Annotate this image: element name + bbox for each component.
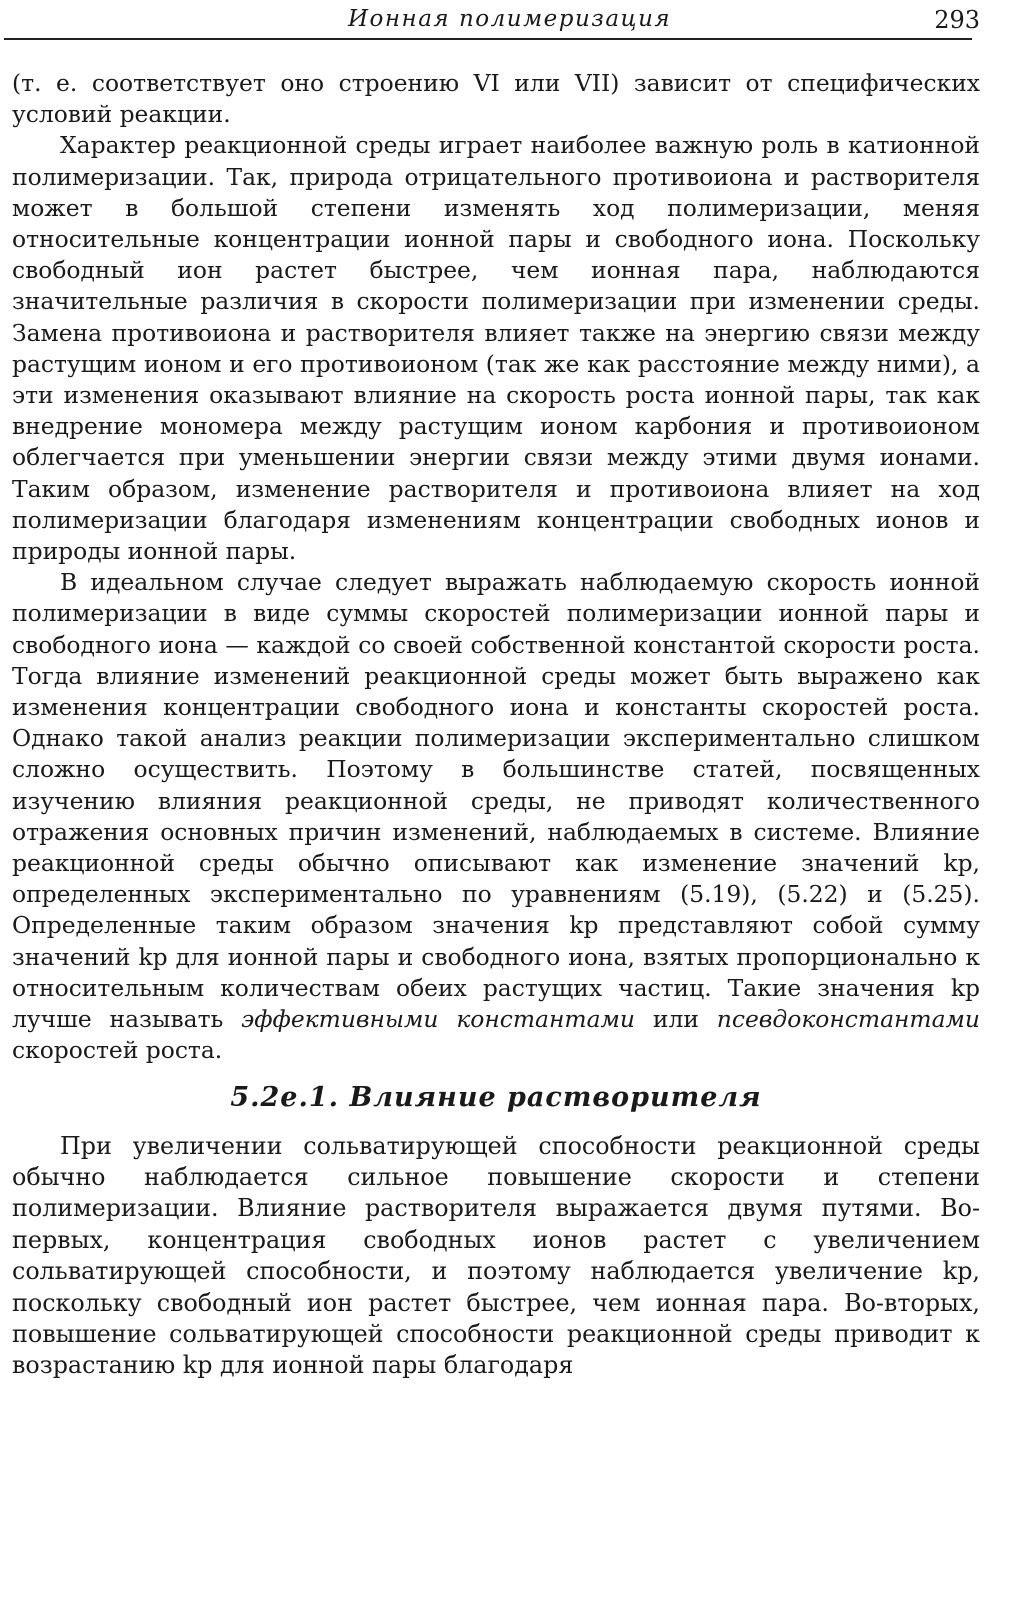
running-title: Ионная полимеризация: [348, 6, 672, 32]
paragraph-ideal-case-end: скоростей роста.: [12, 1036, 223, 1065]
term-effective-constants: эффективными константами: [241, 1005, 635, 1034]
paragraph-ideal-case-text: В идеальном случае следует выражать наблюдаемую скорость ионной полимеризации в виде суммы скоростей полимеризации ионной пары и свободного иона — каждой со своей собственной константой скорости роста. Тогда влияние изменений реакционной среды может быть выражено как изменения концентрации свободного иона и константы скоростей роста. Однако такой анализ реакции полимеризации экспериментально слишком сложно осуществить. Поэтому в большинстве статей, посвященных изучению влияния реакционной среды, не приводят количественного отражения основных причин изменений, наблюдаемых в системе. Влияние реакционной среды обычно описывают как изменение значений kp, определенных экспериментально по уравнениям (5.19), (5.22) и (5.25). Определенные таким образом значения kp представляют собой сумму значений kp для ионной пары и свободного иона, взятых пропорционально к относительным количествам обеих растущих частиц. Такие значения kp лучше называть: [12, 568, 980, 1034]
section-heading: 5.2е.1. Влияние растворителя: [230, 1081, 762, 1113]
term-pseudoconstants: псевдоконстантами: [716, 1005, 980, 1034]
page-number: 293: [934, 6, 980, 34]
header-rule: [4, 38, 972, 40]
paragraph-reaction-medium: Характер реакционной среды играет наиболее важную роль в катионной полимеризации. Так, природа отрицательного противоиона и растворителя может в большой степени изменять ход полимеризации, меняя относительные концентрации ионной пары и свободного иона. Поскольку свободный ион растет быстрее, чем ионная пара, наблюдаются значительные различия в скорости полимеризации при изменении среды. Замена противоиона и растворителя влияет также на энергию связи между растущим ионом и его противоионом (так же как расстояние между ними), а эти изменения оказывают влияние на скорость роста ионной пары, так как внедрение мономера между растущим ионом карбония и противоионом облегчается при уменьшении энергии связи между этими двумя ионами. Таким образом, изменение растворителя и противоиона влияет на ход полимеризации благодаря изменениям концентрации свободных ионов и природы ионной пары.: [12, 131, 980, 566]
connector-text: или: [635, 1005, 717, 1034]
running-head: [12, 4, 980, 40]
paragraph-continuation: (т. е. соответствует оно строению VI или VII) зависит от специфических условий реакции.: [12, 69, 980, 129]
page-body: [12, 68, 980, 1382]
paragraph-solvent-effect: При увеличении сольватирующей способности реакционной среды обычно наблюдается сильное повышение скорости и степени полимеризации. Влияние растворителя выражается двумя путями. Во-первых, концентрация свободных ионов растет с увеличением сольватирующей способности, и поэтому наблюдается увеличение kp, поскольку свободный ион растет быстрее, чем ионная пара. Во-вторых, повышение сольватирующей способности реакционной среды приводит к возрастанию kp для ионной пары благодаря: [12, 1131, 980, 1380]
paragraph-ideal-case: [12, 567, 980, 1066]
